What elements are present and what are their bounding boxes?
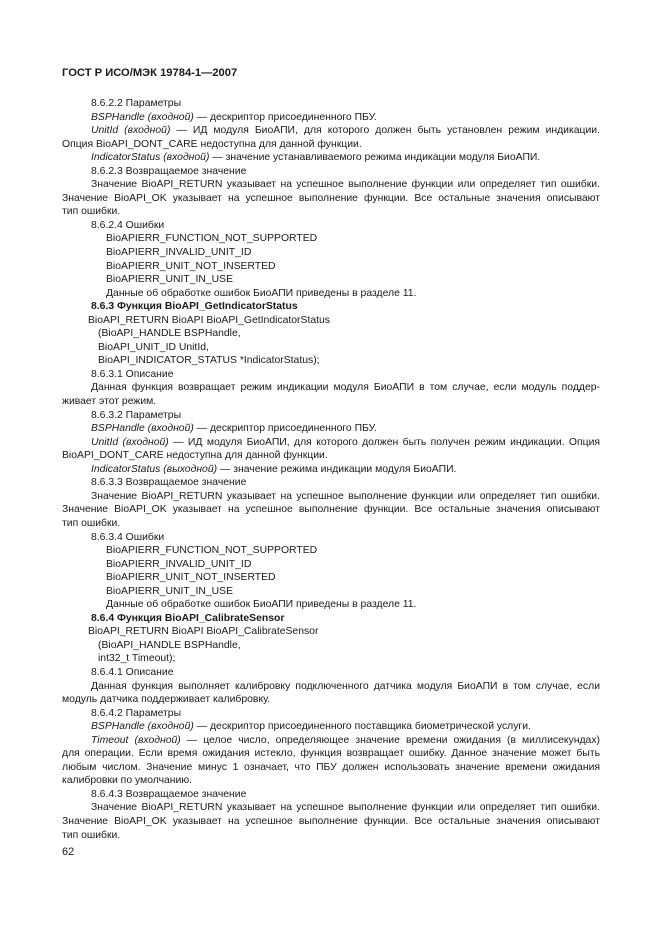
paragraph-line: тип ошибки. — [62, 517, 121, 529]
subsection-heading: 8.6.2.2 Параметры — [91, 98, 182, 109]
subsection-heading: 8.6.3.1 Описание — [91, 368, 174, 380]
error-code: BioAPIERR_UNIT_NOT_INSERTED — [106, 260, 276, 272]
error-code: BioAPIERR_INVALID_UNIT_ID — [106, 247, 252, 259]
parameter-line — [62, 151, 600, 165]
subsection-heading: 8.6.4.2 Параметры — [91, 707, 182, 719]
paragraph-line: Значение BioAPI_OK указывает на успешное выполнение функции. Все остальные значения описывают — [62, 504, 600, 516]
code-line: BioAPI_RETURN BioAPI BioAPI_GetIndicatorStatus — [88, 314, 330, 326]
paragraph-line: Значение BioAPI_RETURN указывает на успешное выполнение функции или определяет тип ошибки. — [91, 802, 600, 814]
parameter-text: — ИД модуля БиоАПИ, для которого должен быть получен режим индикации. Опция — [168, 436, 600, 448]
subsection-heading: 8.6.3.2 Параметры — [91, 409, 182, 421]
paragraph-line: модуль датчика поддерживает калибровку. — [62, 694, 271, 706]
parameter-text: — целое число, определяющее значение времени ожидания (в миллисекундах) — [180, 734, 600, 746]
paragraph-line: Данная функция возвращает режим индикации модуля БиоАПИ в том случае, если модуль поддер- — [91, 382, 600, 394]
paragraph-line: любым числом. Значение минус 1 означает, что ПБУ должен использовать значение времени ожидания — [62, 761, 600, 773]
parameter-line — [62, 124, 600, 138]
code-line: int32_t Timeout); — [98, 653, 176, 665]
parameter-line — [62, 720, 600, 734]
error-note: Данные об обработке ошибок БиоАПИ приведены в разделе 11. — [106, 287, 417, 299]
parameter-term: IndicatorStatus (выходной) — [91, 463, 218, 475]
code-line: (BioAPI_HANDLE BSPHandle, — [98, 328, 241, 340]
section-title: 8.6.4 Функция BioAPI_CalibrateSensor — [91, 612, 285, 624]
error-note: Данные об обработке ошибок БиоАПИ приведены в разделе 11. — [106, 599, 417, 611]
subsection-heading: 8.6.4.3 Возвращаемое значение — [91, 788, 247, 800]
page-number: 62 — [62, 846, 75, 858]
error-code: BioAPIERR_INVALID_UNIT_ID — [106, 558, 252, 570]
code-line: BioAPI_UNIT_ID UnitId, — [98, 341, 209, 353]
paragraph-line: Данная функция выполняет калибровку подключенного датчика модуля БиоАПИ в том случае, если — [91, 680, 600, 692]
subsection-heading: 8.6.2.3 Возвращаемое значение — [91, 165, 247, 177]
paragraph-line: для операции. Если время ожидания истекло, функция возвращает ошибку. Данное значение может быть — [62, 748, 600, 760]
paragraph-line: Значение BioAPI_RETURN указывает на успешное выполнение функции или определяет тип ошибки. — [91, 490, 600, 502]
parameter-line — [62, 422, 600, 436]
paragraph-line: Опция BioAPI_DONT_CARE недоступна для данной функции. — [62, 138, 362, 150]
error-code: BioAPIERR_UNIT_IN_USE — [106, 274, 234, 286]
parameter-text: — дескриптор присоединенного поставщика биометрической услуги. — [193, 721, 531, 733]
parameter-term: BSPHandle (входной) — [91, 423, 194, 435]
paragraph-line: живает этот режим. — [62, 396, 157, 408]
subsection-heading: 8.6.3.3 Возвращаемое значение — [91, 477, 247, 489]
parameter-line — [62, 111, 600, 125]
code-line: (BioAPI_HANDLE BSPHandle, — [98, 639, 241, 651]
parameter-term: IndicatorStatus (входной) — [91, 152, 210, 164]
parameter-text: — значение режима индикации модуля БиоАПИ. — [217, 463, 457, 475]
paragraph-line: калибровки по умолчанию. — [62, 775, 192, 787]
page-body — [62, 97, 600, 842]
error-code: BioAPIERR_FUNCTION_NOT_SUPPORTED — [106, 545, 318, 557]
parameter-text: — значение устанавливаемого режима индикации модуля БиоАПИ. — [209, 152, 541, 164]
parameter-text: — дескриптор присоединенного ПБУ. — [193, 111, 377, 123]
subsection-heading: 8.6.3.4 Ошибки — [91, 531, 165, 543]
parameter-line — [62, 463, 600, 477]
paragraph-line: Значение BioAPI_OK указывает на успешное выполнение функции. Все остальные значения описывают — [62, 815, 600, 827]
paragraph-line: BioAPI_DONT_CARE недоступна для данной функции. — [62, 450, 328, 462]
code-line: BioAPI_INDICATOR_STATUS *IndicatorStatus); — [98, 355, 320, 367]
paragraph-line: тип ошибки. — [62, 829, 121, 841]
parameter-line — [62, 734, 600, 748]
subsection-heading: 8.6.2.4 Ошибки — [91, 219, 165, 231]
subsection-heading: 8.6.4.1 Описание — [91, 666, 174, 678]
paragraph-line: Значение BioAPI_OK указывает на успешное выполнение функции. Все остальные значения описывают — [62, 192, 600, 204]
parameter-text: — ИД модуля БиоАПИ, для которого должен быть установлен режим индикации. — [170, 125, 600, 137]
error-code: BioAPIERR_UNIT_IN_USE — [106, 585, 234, 597]
parameter-term: Timeout (входной) — [91, 734, 181, 746]
section-title: 8.6.3 Функция BioAPI_GetIndicatorStatus — [91, 301, 298, 313]
parameter-text: — дескриптор присоединенного ПБУ. — [193, 423, 377, 435]
parameter-line — [62, 436, 600, 450]
error-code: BioAPIERR_UNIT_NOT_INSERTED — [106, 572, 276, 584]
parameter-term: BSPHandle (входной) — [91, 111, 194, 123]
parameter-term: UnitId (входной) — [91, 436, 169, 448]
document-header: ГОСТ Р ИСО/МЭК 19784-1—2007 — [62, 67, 238, 79]
paragraph-line: тип ошибки. — [62, 206, 121, 218]
paragraph-line: Значение BioAPI_RETURN указывает на успешное выполнение функции или определяет тип ошибки. — [91, 179, 600, 191]
code-line: BioAPI_RETURN BioAPI BioAPI_CalibrateSensor — [88, 626, 319, 638]
parameter-term: UnitId (входной) — [91, 125, 171, 137]
error-code: BioAPIERR_FUNCTION_NOT_SUPPORTED — [106, 233, 318, 245]
parameter-term: BSPHandle (входной) — [91, 721, 194, 733]
